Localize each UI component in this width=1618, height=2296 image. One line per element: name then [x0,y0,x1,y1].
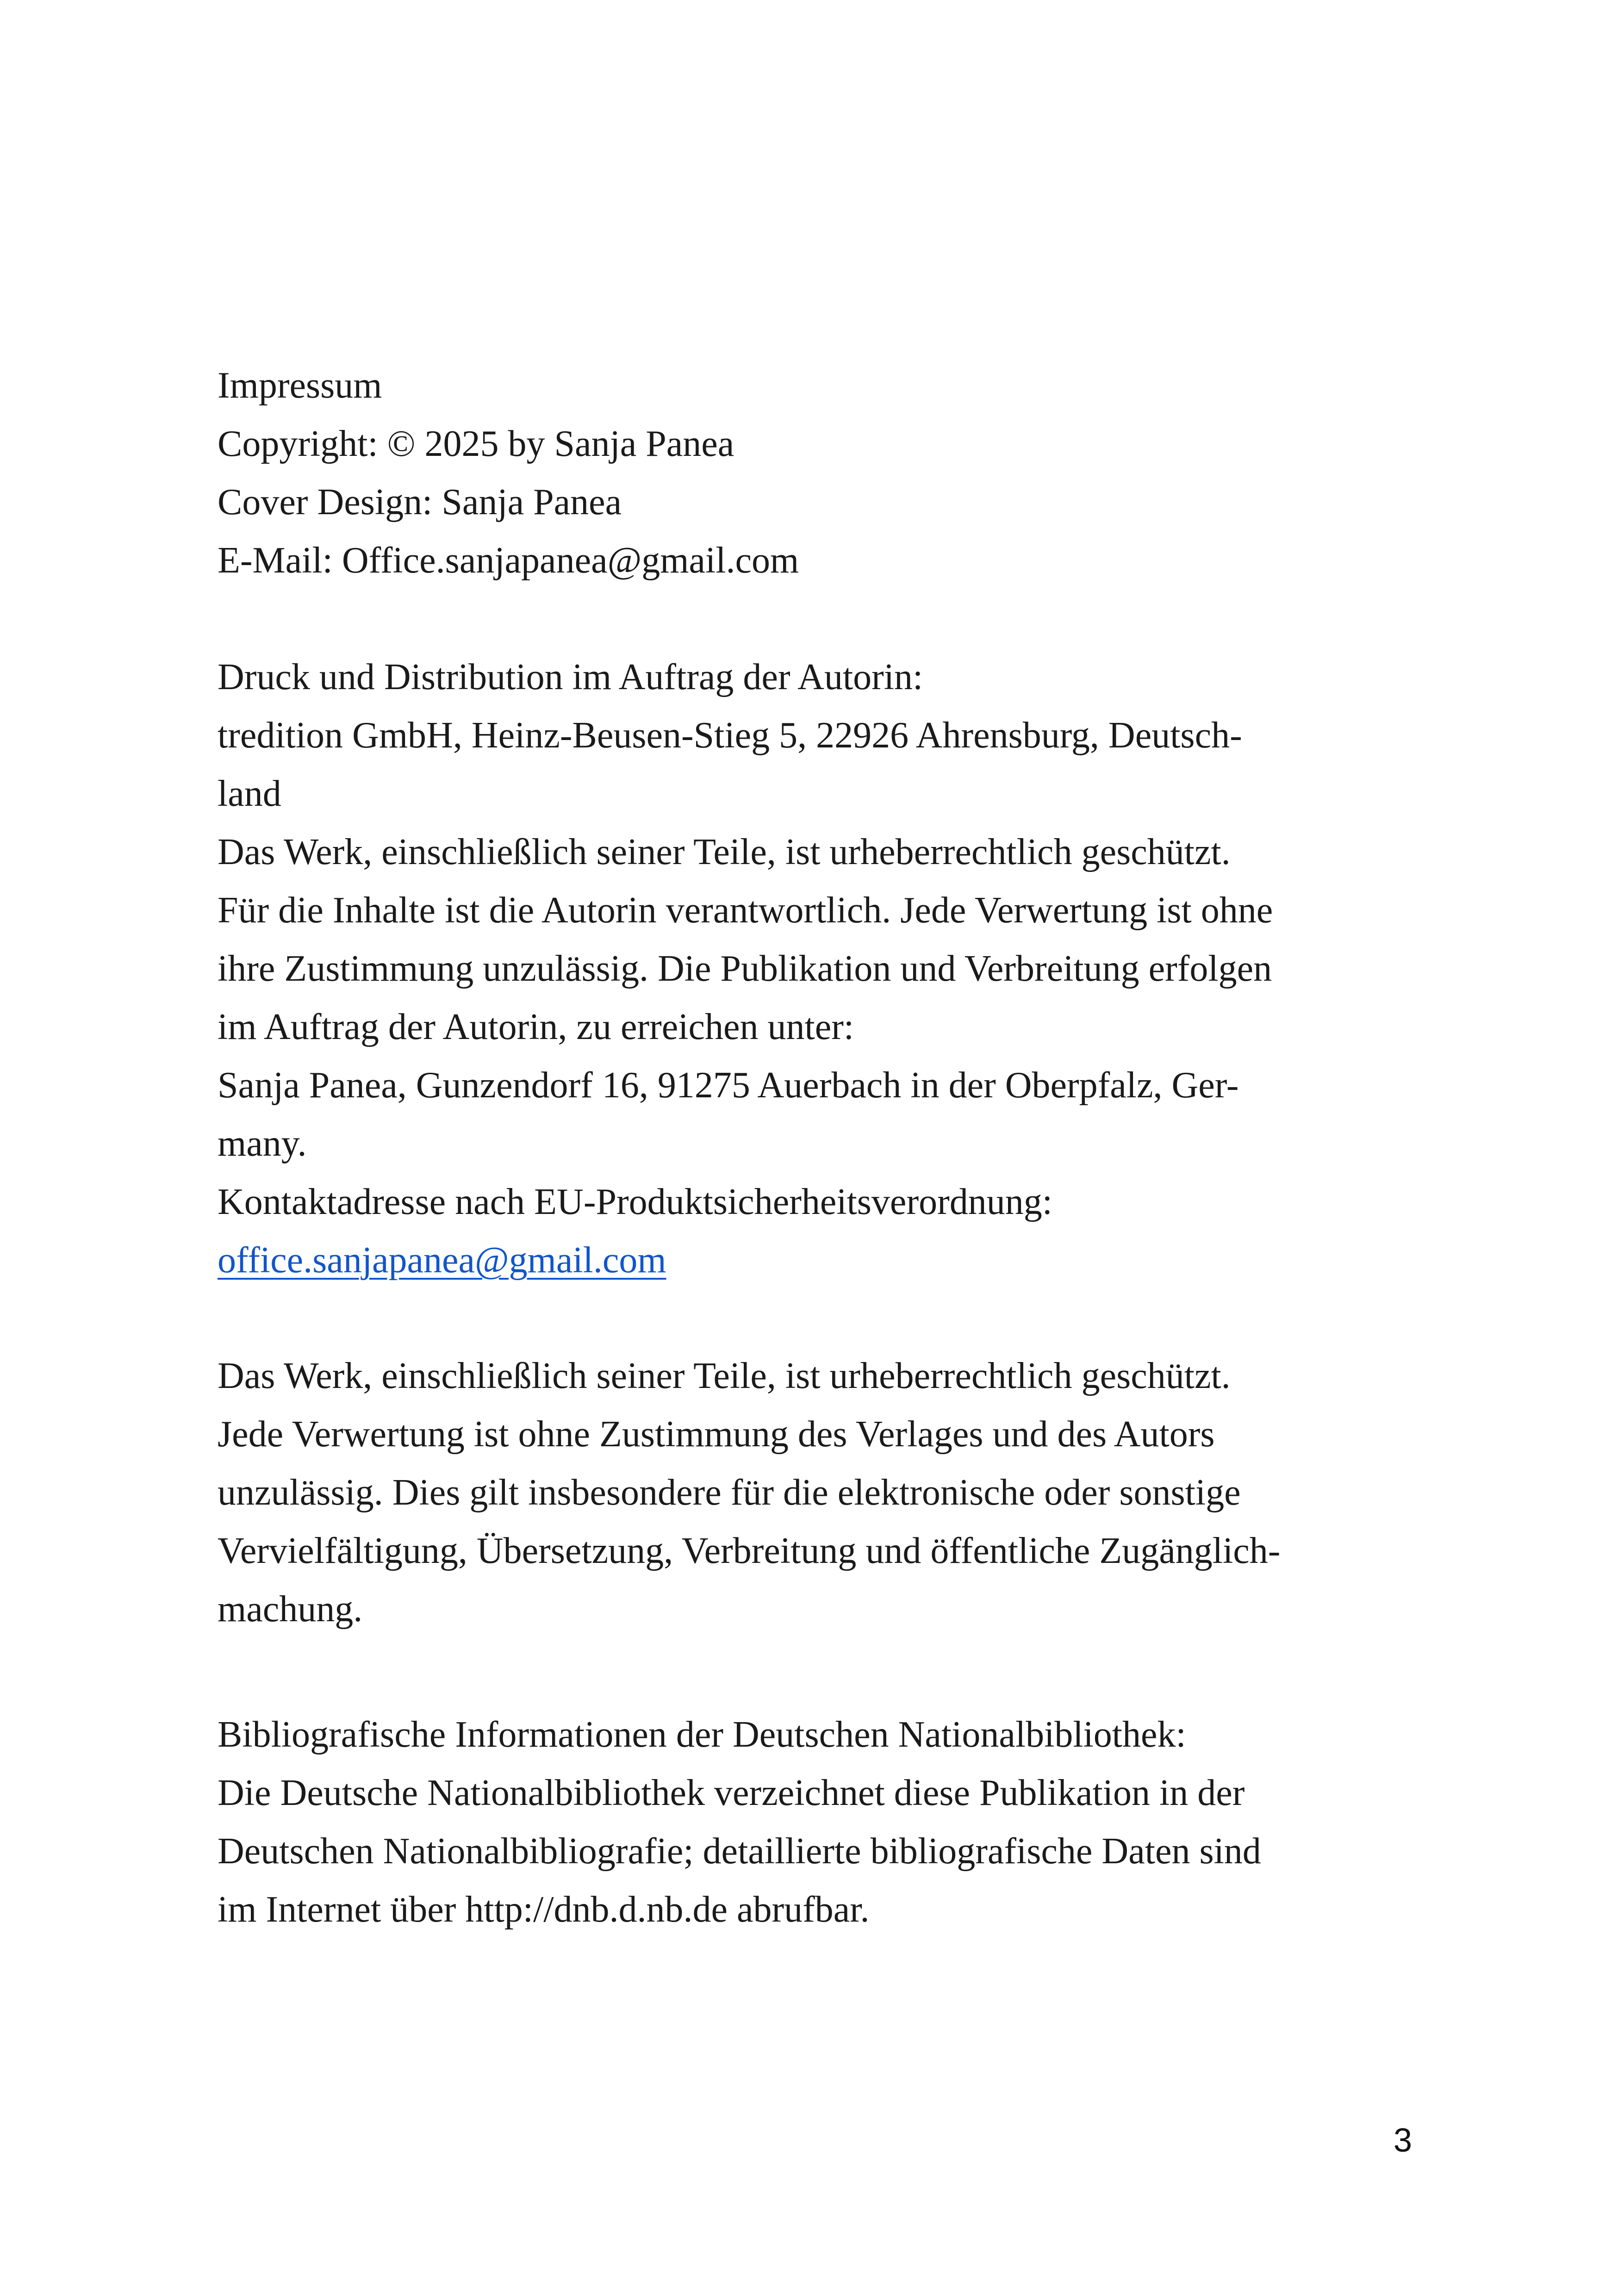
text-line: Die Deutsche Nationalbibliothek verzeichnet diese Publikation in der [218,1773,1245,1813]
text-line: land [218,773,281,814]
contact-email-link[interactable]: office.sanjapanea@gmail.com [218,1240,666,1281]
text-line: im Internet über http://dnb.d.nb.de abrufbar. [218,1889,870,1930]
impressum-section [218,356,1421,590]
print-distribution-section [218,648,1421,1289]
bibliography-section [218,1705,1421,1939]
copyright-notice-section [218,1347,1421,1638]
text-line: Für die Inhalte ist die Autorin verantwortlich. Jede Verwertung ist ohne [218,890,1273,931]
text-line: Vervielfältigung, Übersetzung, Verbreitung und öffentliche Zugänglich- [218,1531,1281,1571]
text-line: Das Werk, einschließlich seiner Teile, ist urheberrechtlich geschützt. [218,832,1231,872]
text-line: Druck und Distribution im Auftrag der Autorin: [218,657,923,697]
page-number: 3 [1393,2122,1412,2159]
text-line: Das Werk, einschließlich seiner Teile, ist urheberrechtlich geschützt. [218,1356,1231,1396]
impressum-heading: Impressum [218,365,382,406]
text-line: ihre Zustimmung unzulässig. Die Publikation und Verbreitung erfolgen [218,948,1272,989]
text-line: unzulässig. Dies gilt insbesondere für die elektronische oder sonstige [218,1472,1241,1513]
text-line: im Auftrag der Autorin, zu erreichen unter: [218,1007,854,1047]
text-line: many. [218,1123,307,1164]
contact-email-line [218,1231,1421,1289]
text-line: tredition GmbH, Heinz-Beusen-Stieg 5, 22926 Ahrensburg, Deutsch- [218,715,1242,756]
text-line: Deutschen Nationalbibliografie; detaillierte bibliografische Daten sind [218,1831,1261,1872]
text-line: Jede Verwertung ist ohne Zustimmung des Verlages und des Autors [218,1414,1215,1455]
text-line: Sanja Panea, Gunzendorf 16, 91275 Auerbach in der Oberpfalz, Ger- [218,1065,1239,1106]
text-line: Kontaktadresse nach EU-Produktsicherheitsverordnung: [218,1182,1052,1222]
cover-design-line: Cover Design: Sanja Panea [218,482,622,523]
copyright-line: Copyright: © 2025 by Sanja Panea [218,423,734,464]
text-line: Bibliografische Informationen der Deutschen Nationalbibliothek: [218,1714,1186,1755]
email-line: E-Mail: Office.sanjapanea@gmail.com [218,540,799,581]
text-line: machung. [218,1589,363,1630]
